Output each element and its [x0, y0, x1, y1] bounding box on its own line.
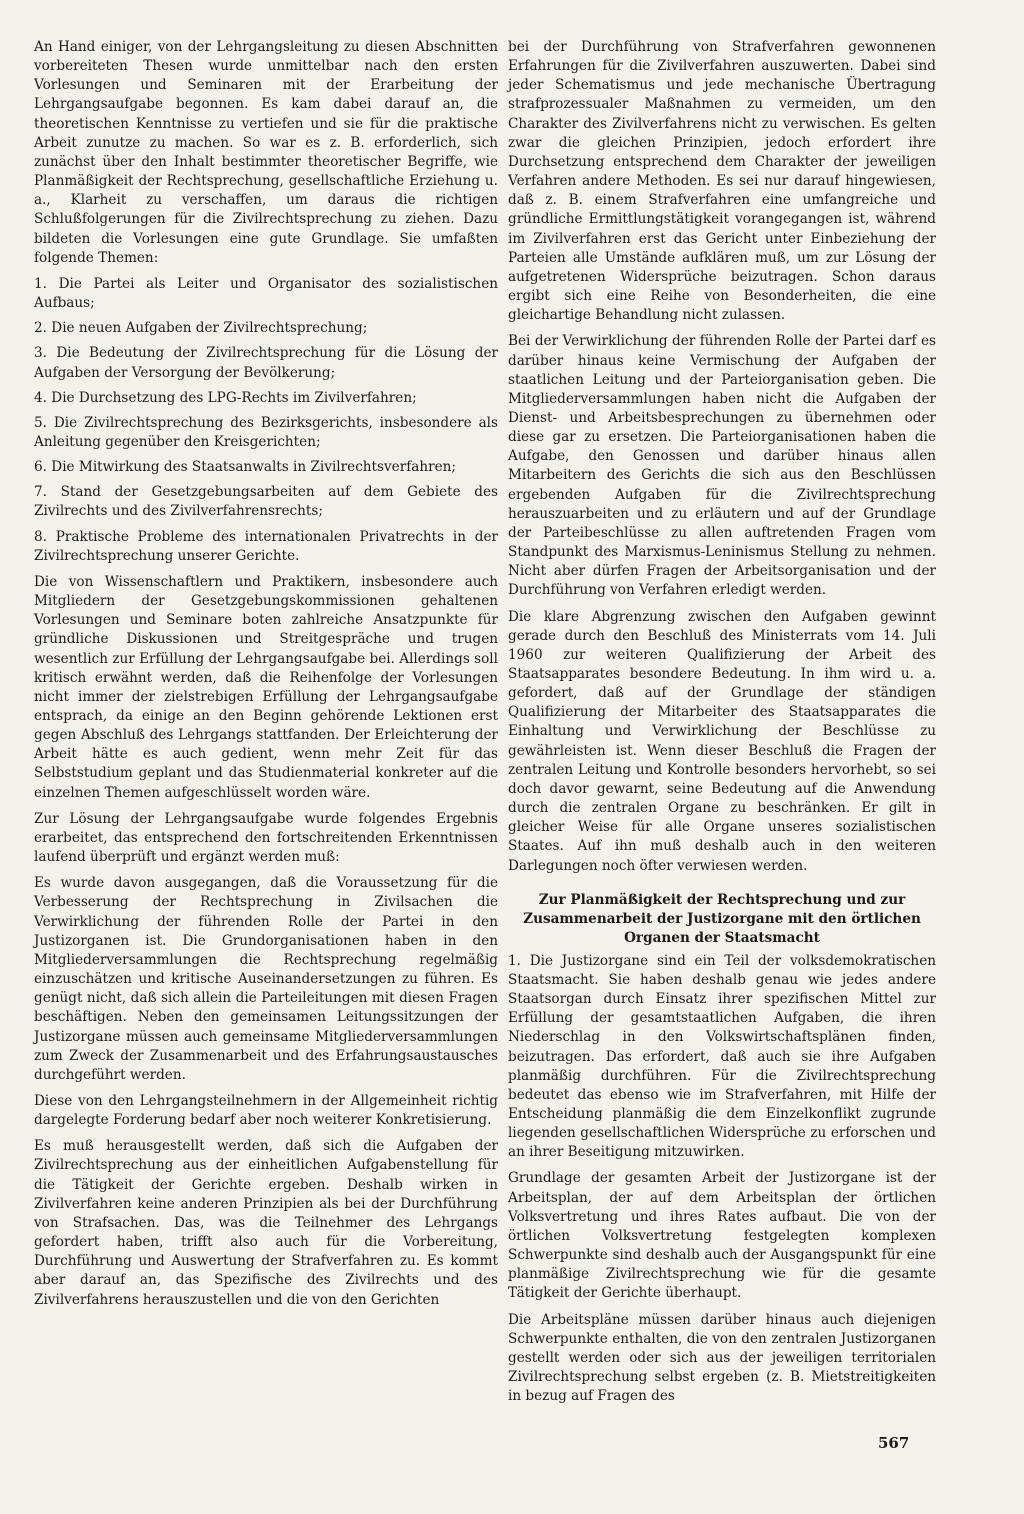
paragraph: Zur Lösung der Lehrgangsaufgabe wurde folgendes Ergebnis erarbeitet, das entsprechend den fortschreitenden Erkenntnissen laufend überprüft und ergänzt werden muß: — [34, 810, 498, 866]
section-heading: Zur Planmäßigkeit der Rechtsprechung und zur Zusammenarbeit der Justizorgane mit den örtlichen Organen der Staatsmacht — [523, 891, 921, 946]
topic-list — [34, 275, 498, 566]
page-number: 567 — [878, 1434, 910, 1452]
paragraph: Grundlage der gesamten Arbeit der Justizorgane ist der Arbeitsplan, der auf dem Arbeitsplan der örtlichen Volksvertretung und ihres Rates aufbaut. Die von der örtlichen Volksvertretung festgelegten komplexen Schwerpunkte sind deshalb auch der Ausgangspunkt für eine planmäßige Zivilrechtsprechung wie für die gesamte Tätigkeit der Gerichte überhaupt. — [508, 1170, 936, 1302]
paragraph: Die klare Abgrenzung zwischen den Aufgaben gewinnt gerade durch den Beschluß des Ministerrats vom 14. Juli 1960 zur weiteren Qualifizierung der Arbeit des Staatsapparates besondere Bedeutung. In ihm wird u. a. gefordert, daß auf der Grundlage der ständigen Qualifizierung der Mitarbeiter des Staatsapparates die Einhaltung und Verwirklichung der Beschlüsse zu gewährleisten ist. Wenn dieser Beschluß die Fragen der zentralen Leitung und Kontrolle besonders hervorhebt, so sei doch davor gewarnt, seine Bedeutung auf die Anwendung durch die zentralen Organe zu beschränken. Er gilt in gleicher Weise für alle Organe unseres sozialistischen Staates. Auf ihn muß deshalb auch in den weiteren Darlegungen noch öfter verwiesen werden. — [508, 608, 936, 874]
left-column — [34, 38, 498, 1317]
paragraph: Es wurde davon ausgegangen, daß die Voraussetzung für die Verbesserung der Rechtsprechung in Zivilsachen die Verwirklichung der führenden Rolle der Partei in den Justizorganen ist. Die Grundorganisationen haben in den Mitgliederversammlungen die Rechtsprechung regelmäßig einzuschätzen und kritische Auseinandersetzungen zu führen. Es genügt nicht, daß sich allein die Parteileitungen mit diesen Fragen beschäftigen. Neben den gemeinsamen Leitungssitzungen der Justizorgane müssen auch gemeinsame Mitgliederversammlungen zum Zweck der Zusammenarbeit und des Erfahrungsaustausches durchgeführt werden. — [34, 875, 498, 1083]
paragraph: Es muß herausgestellt werden, daß sich die Aufgaben der Zivilrechtsprechung aus der einheitlichen Aufgabenstellung für die Tätigkeit der Gerichte ergeben. Deshalb wirken in Zivilverfahren keine anderen Prinzipien als bei der Durchführung von Strafsachen. Das, was die Teilnehmer des Lehrgangs gefordert haben, trifft also auch für die Vorbereitung, Durchführung und Auswertung der Strafverfahren zu. Es kommt aber darauf an, das Spezifische des Zivilrechts und des Zivilverfahrens herauszustellen und die von den Gerichten — [34, 1138, 498, 1308]
list-item: 4. Die Durchsetzung des LPG-Rechts im Zivilverfahren; — [34, 389, 417, 406]
list-item: 6. Die Mitwirkung des Staatsanwalts in Zivilrechtsverfahren; — [34, 459, 456, 476]
list-item: 1. Die Partei als Leiter und Organisator des sozialistischen Aufbaus; — [34, 275, 498, 312]
paragraph: Die Arbeitspläne müssen darüber hinaus auch diejenigen Schwerpunkte enthalten, die von den zentralen Justizorganen gestellt werden oder sich aus der jeweiligen territorialen Zivilrechtsprechung selbst ergeben (z. B. Mietstreitigkeiten in bezug auf Fragen des — [508, 1311, 936, 1405]
paragraph: 1. Die Justizorgane sind ein Teil der volksdemokratischen Staatsmacht. Sie haben deshalb genau wie jedes andere Staatsorgan durch Einsatz ihrer spezifischen Mittel zur Erfüllung der gesamtstaatlichen Aufgaben, die ihren Niederschlag in den Volkswirtschaftsplänen finden, beizutragen. Das erfordert, daß auch sie ihre Aufgaben planmäßig durchführen. Für die Zivilrechtsprechung bedeutet das ebenso wie im Strafverfahren, mit Hilfe der Entscheidung planmäßig die dem Einzelkonflikt zugrunde liegenden gesellschaftlichen Widersprüche zu erforschen und an ihrer Beseitigung mitzuwirken. — [508, 952, 936, 1161]
paragraph: Diese von den Lehrgangsteilnehmern in der Allgemeinheit richtig dargelegte Forderung bedarf aber noch weiterer Konkretisierung. — [34, 1092, 498, 1129]
paragraph: Die von Wissenschaftlern und Praktikern, insbesondere auch Mitgliedern der Gesetzgebungskommissionen gehaltenen Vorlesungen und Seminare boten zahlreiche Ansatzpunkte für gründliche Diskussionen und Streitgespräche und trugen wesentlich zur Erfüllung der Lehrgangsaufgabe bei. Allerdings soll kritisch erwähnt werden, daß die Reihenfolge der Vorlesungen nicht immer der zielstrebigen Erfüllung der Lehrgangsaufgabe entsprach, da einige an den Beginn gehörende Lektionen erst gegen Abschluß des Lehrgangs stattfanden. Der Erleichterung der Arbeit hätte es auch gedient, wenn mehr Zeit für das Selbststudium geplant und das Studienmaterial konkreter auf die einzelnen Themen aufgeschlüsselt worden wäre. — [34, 573, 498, 801]
list-item: 3. Die Bedeutung der Zivilrechtsprechung für die Lösung der Aufgaben der Versorgung der Bevölkerung; — [34, 345, 498, 381]
paragraph: bei der Durchführung von Strafverfahren gewonnenen Erfahrungen für die Zivilverfahren auszuwerten. Dabei sind jeder Schematismus und jede mechanische Übertragung strafprozessualer Maßnahmen zu vermeiden, um den Charakter des Zivilverfahrens nicht zu verwischen. Es gelten zwar die gleichen Prinzipien, jedoch erfordert ihre Durchsetzung entsprechend dem Charakter der jeweiligen Verfahren andere Methoden. Es sei nur darauf hingewiesen, daß z. B. einem Strafverfahren eine umfangreiche und gründliche Ermittlungstätigkeit vorangegangen ist, während im Zivilverfahren erst das Gericht unter Einbeziehung der Parteien alle Umstände aufklären muß, um zur Lösung der aufgetretenen Widersprüche beizutragen. Schon daraus ergibt sich eine Reihe von Besonderheiten, die eine gleichartige Behandlung nicht zulassen. — [508, 39, 936, 324]
right-column — [508, 38, 936, 1413]
list-item: 8. Praktische Probleme des internationalen Privatrechts in der Zivilrechtsprechung unserer Gerichte. — [34, 528, 498, 564]
list-item: 2. Die neuen Aufgaben der Zivilrechtsprechung; — [34, 320, 368, 337]
list-item: 7. Stand der Gesetzgebungsarbeiten auf dem Gebiete des Zivilrechts und des Zivilverfahrensrechts; — [34, 484, 498, 520]
paragraph: Bei der Verwirklichung der führenden Rolle der Partei darf es darüber hinaus keine Vermischung der Aufgaben der staatlichen Leitung und der Parteiorganisation geben. Die Mitgliederversammlungen haben nicht die Aufgaben der Dienst- und Arbeitsbesprechungen zu übernehmen oder diese gar zu ersetzen. Die Parteiorganisationen haben die Aufgabe, den Genossen und darüber hinaus allen Mitarbeitern des Gerichts die sich aus den Beschlüssen ergebenden Aufgaben für die Zivilrechtsprechung herauszuarbeiten und zu erläutern und auf der Grundlage der Parteibeschlüsse zu allen auftretenden Fragen vom Standpunkt des Marxismus-Leninismus Stellung zu nehmen. Nicht aber dürfen Fragen der Arbeitsorganisation und der Durchführung von Verfahren erledigt werden. — [508, 333, 936, 599]
paragraph: An Hand einiger, von der Lehrgangsleitung zu diesen Abschnitten vorbereiteten Thesen wurde unmittelbar nach den ersten Vorlesungen und Seminaren mit der Erarbeitung der Lehrgangsaufgabe begonnen. Es kam dabei darauf an, die theoretischen Kenntnisse zu vertiefen und sie für die praktische Arbeit zunutze zu machen. So war es z. B. erforderlich, sich zunächst über den Inhalt bestimmter theoretischer Begriffe, wie Planmäßigkeit der Rechtsprechung, gesellschaftliche Erziehung u. a., Klarheit zu verschaffen, um daraus die richtigen Schlußfolgerungen für die Zivilrechtsprechung zu ziehen. Dazu bildeten die Vorlesungen eine gute Grundlage. Sie umfaßten folgende Themen: — [34, 39, 498, 266]
list-item: 5. Die Zivilrechtsprechung des Bezirksgerichts, insbesondere als Anleitung gegenüber den Kreisgerichten; — [34, 414, 498, 450]
